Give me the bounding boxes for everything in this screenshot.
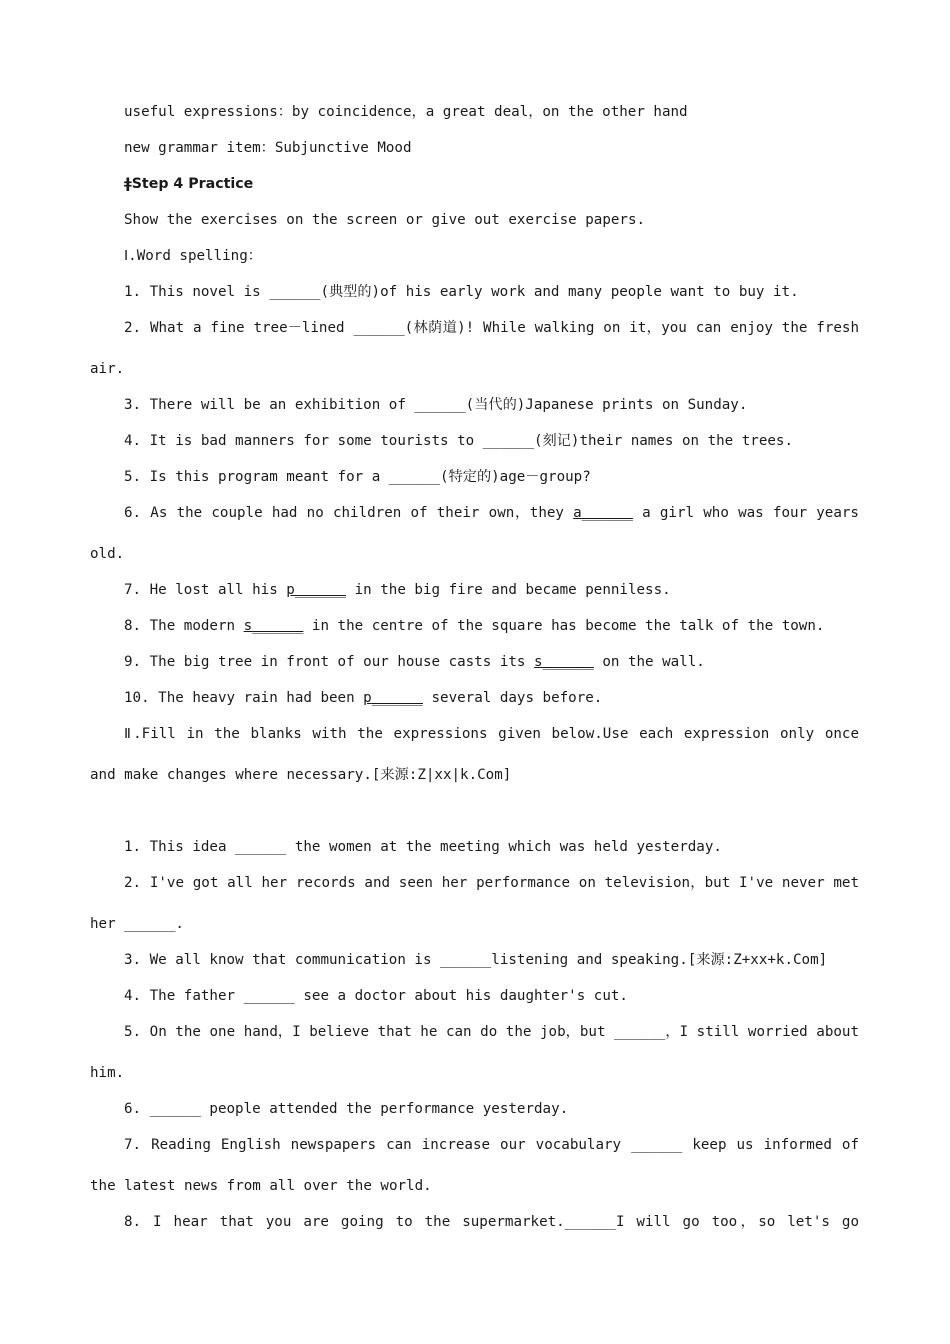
item-text: several days before.	[422, 690, 603, 706]
part2-item-4: 4. The father ______ see a doctor about his daughter's cut.	[124, 988, 628, 1004]
blank-hint-letter: a	[573, 505, 582, 521]
instruction-line: Show the exercises on the screen or give out exercise papers.	[124, 212, 646, 228]
part1-item-6-cont: old.	[90, 546, 125, 562]
blank-line: ______	[371, 690, 423, 706]
useful-expressions-line: useful expressions：by coincidence，a great deal，on the other hand	[124, 104, 688, 120]
part2-item-8: 8. I hear that you are going to the supermarket.______I will go too，so let's go	[124, 1214, 859, 1230]
item-text: on the wall.	[593, 654, 705, 670]
item-text: 6. As the couple had no children of their own，they	[124, 505, 574, 521]
item-text: 9. The big tree in front of our house casts its	[124, 654, 534, 670]
part1-item-2-cont: air.	[90, 361, 125, 377]
blank-line: ______	[581, 505, 633, 521]
part2-item-6: 6. ______ people attended the performance yesterday.	[124, 1101, 569, 1117]
item-text: 8. The modern	[124, 618, 244, 634]
answer-blank	[244, 618, 304, 634]
part2-item-3: 3. We all know that communication is ______listening and speaking.[来源:Z+xx+k.Com]	[124, 952, 828, 968]
part2-item-2-cont: her ______.	[90, 916, 184, 932]
part1-item-6	[124, 503, 859, 523]
item-text: in the big fire and became penniless.	[346, 582, 671, 598]
part1-heading: Ⅰ.Word spelling：	[124, 248, 262, 264]
blank-hint-letter: s	[534, 654, 543, 670]
part1-item-8	[124, 616, 859, 636]
blank-line: ______	[294, 582, 347, 598]
new-grammar-line: new grammar item：Subjunctive Mood	[124, 140, 412, 156]
part2-item-2: 2. I've got all her records and seen her performance on television，but I've never met	[124, 875, 859, 891]
part1-item-1: 1. This novel is ______(典型的)of his early work and many people want to buy it.	[124, 284, 799, 300]
step-heading	[124, 174, 859, 194]
part1-item-10	[124, 688, 859, 708]
part1-item-5: 5. Is this program meant for a ______(特定的)age－group?	[124, 469, 591, 485]
item-text: 7. He lost all his	[124, 582, 287, 598]
item-text: 10. The heavy rain had been	[124, 690, 364, 706]
item-text: a girl who was four years	[632, 505, 859, 521]
answer-blank	[363, 690, 423, 706]
part2-heading: Ⅱ.Fill in the blanks with the expressions given below.Use each expression only once	[124, 726, 859, 742]
blank-line: ______	[542, 654, 594, 670]
step-title: Step 4 Practice	[131, 176, 254, 192]
blank-hint-letter: p	[363, 690, 372, 706]
answer-blank	[534, 654, 594, 670]
part2-item-1: 1. This idea ______ the women at the meeting which was held yesterday.	[124, 839, 722, 855]
answer-blank	[573, 505, 633, 521]
part2-item-5-cont: him.	[90, 1065, 125, 1081]
part1-item-7	[124, 580, 859, 600]
part1-item-3: 3. There will be an exhibition of ______(当代的)Japanese prints on Sunday.	[124, 397, 748, 413]
part2-item-7: 7. Reading English newspapers can increase our vocabulary ______ keep us informed of	[124, 1137, 859, 1153]
part2-item-5: 5. On the one hand，I believe that he can do the job，but ______，I still worried about	[124, 1024, 859, 1040]
blank-hint-letter: s	[243, 618, 253, 634]
blank-line: ______	[252, 618, 304, 634]
item-text: in the centre of the square has become the talk of the town.	[303, 618, 825, 634]
part2-heading-cont: and make changes where necessary.[来源:Z|xx|k.Com]	[90, 767, 512, 783]
part1-item-4: 4. It is bad manners for some tourists to ______(刻记)their names on the trees.	[124, 433, 793, 449]
part2-item-7-cont: the latest news from all over the world.	[90, 1178, 432, 1194]
answer-blank	[286, 582, 346, 598]
blank-hint-letter: p	[286, 582, 295, 598]
part1-item-9	[124, 652, 859, 672]
part1-item-2: 2. What a fine tree－lined ______(林荫道)! While walking on it，you can enjoy the fresh	[124, 320, 859, 336]
step-marker: ǂ	[124, 176, 132, 192]
